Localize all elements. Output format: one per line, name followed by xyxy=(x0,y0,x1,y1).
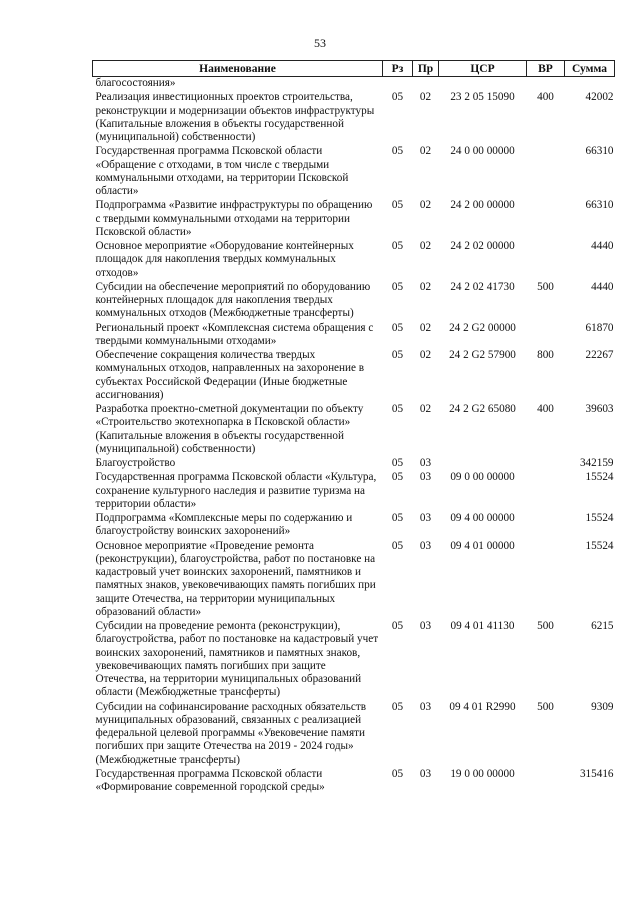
cell-name: Обеспечение сокращения количества твердых коммунальных отходов, направленных на захоронение в субъектах Российской Федерации (Иные бюджетные ассигнования) xyxy=(95,349,365,401)
cell-sum: 15524 xyxy=(585,512,614,524)
cell-vr xyxy=(527,470,565,511)
cell-name: Разработка проектно-сметной документации по объекту «Строительство экотехнопарка в Псковской области» (Капитальные вложения в объекты государственной (муниципальной) собственности) xyxy=(95,403,364,455)
cell-vr xyxy=(527,321,565,349)
cell-pr: 02 xyxy=(419,280,432,293)
header-vr: ВР xyxy=(527,61,565,77)
cell-pr: 03 xyxy=(419,767,432,780)
cell-sum: 66310 xyxy=(585,199,614,212)
cell-sum: 61870 xyxy=(585,321,614,334)
cell-name: Подпрограмма «Комплексные меры по содержанию и благоустройству воинских захоронений» xyxy=(95,512,353,538)
cell-pr: 03 xyxy=(419,457,432,469)
cell-pr: 02 xyxy=(419,403,432,415)
cell-pr: 03 xyxy=(419,512,432,524)
page-number: 53 xyxy=(314,36,326,50)
cell-csr: 09 4 01 00000 xyxy=(450,539,515,552)
header-rz: Рз xyxy=(383,61,413,77)
cell-vr xyxy=(527,239,565,280)
cell-pr: 02 xyxy=(419,91,432,104)
cell-rz: 05 xyxy=(391,700,404,713)
cell-name: Субсидии на проведение ремонта (реконструкции), благоустройства, работ по постановке на кадастровый учет воинских захоронений, памятников и памятных знаков, увековечивающих память погибших при защите Отечества, на территории муниципальных образований области (Межбюджетные трансферты) xyxy=(95,620,379,699)
cell-name: Основное мероприятие «Проведение ремонта (реконструкции), благоустройства, работ по постановке на кадастровый учет воинских захоронений, памятников и памятных знаков, увековечивающих память погибших при защите Отечества, на территории муниципальных образований области» xyxy=(95,539,376,618)
cell-sum: 42002 xyxy=(585,91,614,104)
cell-rz: 05 xyxy=(391,321,404,334)
cell-sum: 315416 xyxy=(579,767,614,780)
header-csr: ЦСР xyxy=(439,61,527,77)
cell-rz: 05 xyxy=(391,240,404,252)
table-row xyxy=(93,470,615,511)
cell-vr xyxy=(527,511,565,539)
cell-rz: 05 xyxy=(391,349,404,361)
table-row xyxy=(93,90,615,144)
header-name: Наименование xyxy=(93,61,383,77)
cell-name: благосостояния» xyxy=(95,77,176,89)
cell-name: Государственная программа Псковской области «Обращение с отходами, в том числе с твердыми коммунальными отходами, на территории Псковской области» xyxy=(95,145,349,197)
table-row xyxy=(93,511,615,539)
cell-csr: 09 0 00 00000 xyxy=(450,471,515,484)
cell-vr xyxy=(527,77,565,91)
cell-vr xyxy=(527,144,565,198)
cell-rz: 05 xyxy=(391,767,404,780)
table-row xyxy=(93,456,615,470)
cell-csr xyxy=(439,456,527,470)
cell-pr xyxy=(413,77,439,91)
cell-vr xyxy=(527,767,565,795)
table-row xyxy=(93,144,615,198)
table-row xyxy=(93,619,615,700)
cell-csr: 09 4 00 00000 xyxy=(450,512,515,524)
cell-rz: 05 xyxy=(391,403,404,415)
cell-pr: 02 xyxy=(419,240,432,252)
cell-pr: 03 xyxy=(419,471,432,484)
cell-vr xyxy=(527,198,565,239)
cell-sum: 4440 xyxy=(591,240,614,252)
cell-name: Благоустройство xyxy=(95,457,176,469)
cell-csr: 23 2 05 15090 xyxy=(450,91,515,104)
cell-rz xyxy=(383,77,413,91)
header-pr: Пр xyxy=(413,61,439,77)
cell-vr: 500 xyxy=(537,700,554,713)
cell-pr: 03 xyxy=(419,539,432,552)
cell-vr: 800 xyxy=(537,349,554,361)
cell-csr: 24 0 00 00000 xyxy=(450,145,515,158)
cell-rz: 05 xyxy=(391,199,404,212)
cell-pr: 02 xyxy=(419,321,432,334)
table-row xyxy=(93,77,615,91)
cell-sum: 22267 xyxy=(585,349,614,361)
cell-name: Основное мероприятие «Оборудование контейнерных площадок для накопления твердых коммунальных отходов» xyxy=(95,240,354,279)
cell-rz: 05 xyxy=(391,620,404,632)
cell-pr: 03 xyxy=(419,700,432,713)
table-row xyxy=(93,280,615,321)
cell-csr xyxy=(439,77,527,91)
cell-csr: 19 0 00 00000 xyxy=(450,767,515,780)
cell-sum: 66310 xyxy=(585,145,614,158)
cell-pr: 02 xyxy=(419,349,432,361)
table-row xyxy=(93,348,615,402)
cell-vr: 400 xyxy=(537,91,554,104)
cell-sum: 6215 xyxy=(591,620,614,632)
table-body xyxy=(93,77,615,795)
cell-csr: 24 2 02 00000 xyxy=(450,240,515,252)
cell-name: Подпрограмма «Развитие инфраструктуры по обращению с твердыми коммунальными отходами на территории Псковской области» xyxy=(95,199,373,238)
table-row xyxy=(93,539,615,620)
cell-sum xyxy=(565,77,615,91)
cell-rz: 05 xyxy=(391,91,404,104)
cell-vr: 400 xyxy=(537,403,554,415)
cell-vr: 500 xyxy=(537,620,554,632)
cell-rz: 05 xyxy=(391,280,404,293)
cell-sum: 39603 xyxy=(585,403,614,415)
cell-csr: 24 2 02 41730 xyxy=(450,280,515,293)
cell-pr: 02 xyxy=(419,145,432,158)
budget-table xyxy=(92,60,615,794)
table-row xyxy=(93,239,615,280)
cell-rz: 05 xyxy=(391,457,404,469)
table-row xyxy=(93,700,615,767)
cell-csr: 24 2 G2 57900 xyxy=(449,349,516,361)
cell-sum: 342159 xyxy=(579,457,614,469)
table-row xyxy=(93,321,615,349)
cell-vr: 500 xyxy=(537,280,554,293)
cell-name: Государственная программа Псковской области «Культура, сохранение культурного наследия и развитие туризма на территории области» xyxy=(95,471,377,510)
table-row xyxy=(93,767,615,795)
cell-name: Субсидии на софинансирование расходных обязательств муниципальных образований, связанных с реализацией федеральной целевой программы «Увековечение памяти погибших при защите Отечества на 2019 - 2024 годы» (Межбюджетные трансферты) xyxy=(95,700,367,766)
table-header-row xyxy=(93,61,615,77)
cell-rz: 05 xyxy=(391,471,404,484)
cell-vr xyxy=(527,456,565,470)
cell-sum: 9309 xyxy=(591,700,614,713)
cell-name: Реализация инвестиционных проектов строительства, реконструкции и модернизации объектов инфраструктуры (Капитальные вложения в объекты государственной (муниципальной) собственности) xyxy=(95,91,375,143)
table-row xyxy=(93,402,615,456)
cell-csr: 09 4 01 R2990 xyxy=(449,700,516,713)
cell-sum: 4440 xyxy=(591,280,614,293)
cell-name: Региональный проект «Комплексная система обращения с твердыми коммунальными отходами» xyxy=(95,321,374,347)
cell-name: Субсидии на обеспечение мероприятий по оборудованию контейнерных площадок для накопления твердых коммунальных отходов (Межбюджетные трансферты) xyxy=(95,280,371,320)
cell-sum: 15524 xyxy=(585,539,614,552)
cell-pr: 02 xyxy=(419,199,432,212)
cell-pr: 03 xyxy=(419,620,432,632)
cell-csr: 24 2 00 00000 xyxy=(450,199,515,212)
cell-vr xyxy=(527,539,565,620)
cell-sum: 15524 xyxy=(585,471,614,484)
cell-csr: 24 2 G2 00000 xyxy=(449,321,516,334)
header-sum: Сумма xyxy=(565,61,615,77)
cell-name: Государственная программа Псковской области «Формирование современной городской среды» xyxy=(95,767,325,793)
cell-csr: 09 4 01 41130 xyxy=(450,620,515,632)
cell-rz: 05 xyxy=(391,512,404,524)
table-row xyxy=(93,198,615,239)
cell-rz: 05 xyxy=(391,539,404,552)
cell-csr: 24 2 G2 65080 xyxy=(449,403,516,415)
cell-rz: 05 xyxy=(391,145,404,158)
